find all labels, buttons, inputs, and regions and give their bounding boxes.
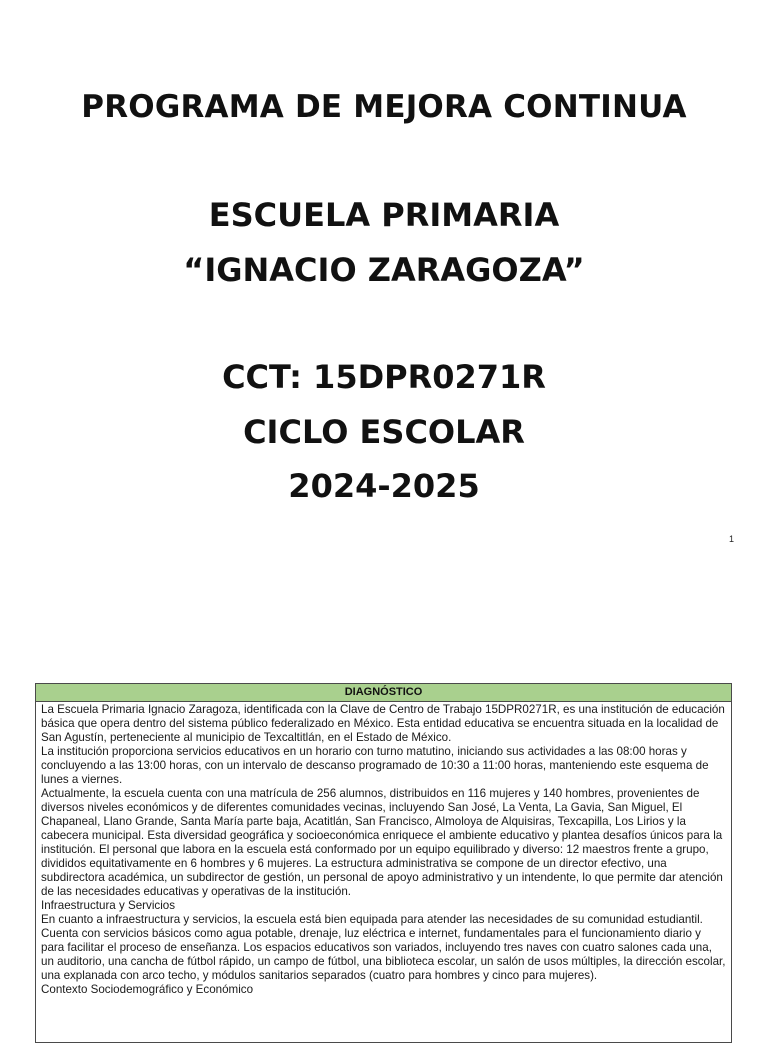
diagnostico-subheading: Contexto Sociodemográfico y Económico	[41, 983, 254, 996]
school-cycle-label: CICLO ESCOLAR	[243, 413, 525, 451]
diagnostico-paragraph: Actualmente, la escuela cuenta con una matrícula de 256 alumnos, distribuidos en 116 mujeres y 140 hombres, provenientes de diversos niveles económicos y de diferentes comunidades vecinas, incluyendo San José, La Venta, La Gavia, San Miguel, El Chapaneal, Llano Grande, Santa María parte baja, Acatitlán, San Francisco, Almoloya de Alquisiras, Texcapilla, Los Lirios y la cabecera municipal. Esta diversidad geográfica y socioeconómica enriquece el ambiente educativo y plantea desafíos únicos para la institución. El personal que labora en la escuela está conformado por un equipo equilibrado y diverso: 12 maestros frente a grupo, divididos equitativamente en 6 hombres y 6 mujeres. La estructura administrativa se compone de un director efectivo, una subdirectora académica, un subdirector de gestión, un personal de apoyo administrativo y un intendente, lo que permite dar atención de las necesidades educativas y operativas de la institución.	[41, 787, 723, 898]
diagnostico-subheading: Infraestructura y Servicios	[41, 899, 176, 912]
diagnostico-body	[36, 702, 731, 997]
diagnostico-header: DIAGNÓSTICO	[36, 684, 731, 702]
page-number: 1	[728, 534, 734, 544]
program-title: PROGRAMA DE MEJORA CONTINUA	[81, 89, 687, 125]
diagnostico-paragraph: La Escuela Primaria Ignacio Zaragoza, identificada con la Clave de Centro de Trabajo 15DPR0271R, es una institución de educación básica que opera dentro del sistema público federalizado en México. Esta entidad educativa se encuentra situada en la localidad de San Agustín, perteneciente al municipio de Texcaltitlán, en el Estado de México.	[41, 703, 725, 744]
school-cycle-years: 2024-2025	[288, 467, 480, 505]
school-type: ESCUELA PRIMARIA	[208, 196, 560, 234]
school-name: “IGNACIO ZARAGOZA”	[183, 251, 585, 289]
cct-code: CCT: 15DPR0271R	[222, 358, 546, 396]
diagnostico-table	[35, 683, 732, 1043]
diagnostico-paragraph: La institución proporciona servicios educativos en un horario con turno matutino, iniciando sus actividades a las 08:00 horas y concluyendo a las 13:00 horas, con un intervalo de descanso programado de 10:30 a 11:00 horas, manteniendo este esquema de lunes a viernes.	[41, 745, 709, 786]
diagnostico-paragraph: En cuanto a infraestructura y servicios, la escuela está bien equipada para atender las necesidades de su comunidad estudiantil. Cuenta con servicios básicos como agua potable, drenaje, luz eléctrica e internet, fundamentales para el funcionamiento diario y para facilitar el proceso de enseñanza. Los espacios educativos son variados, incluyendo tres naves con cuatro salones cada una, un auditorio, una cancha de fútbol rápido, un campo de fútbol, una biblioteca escolar, un salón de usos múltiples, la dirección escolar, una explanada con arco techo, y módulos sanitarios separados (cuatro para hombres y cinco para mujeres).	[41, 913, 726, 982]
